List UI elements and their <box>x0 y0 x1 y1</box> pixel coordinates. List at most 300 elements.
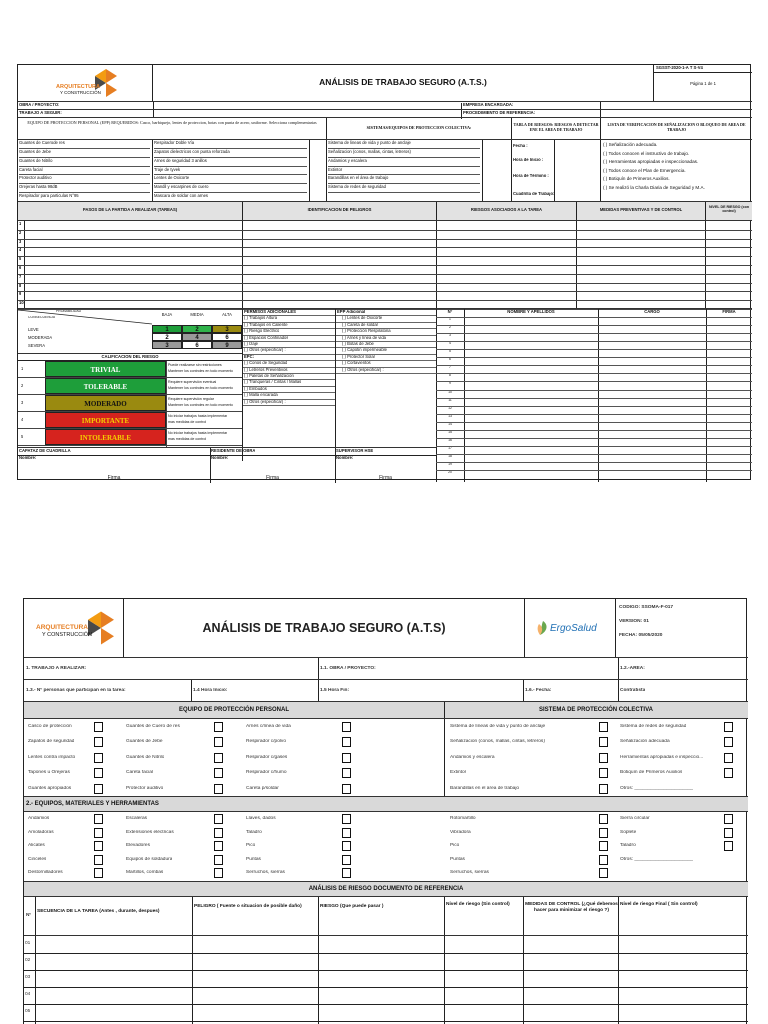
sig-number: 18 <box>448 454 452 458</box>
logo-line1: ARQUITECTURA <box>56 84 100 90</box>
list-item: Sistema de lineas de vida y punto de anclaje <box>328 140 480 149</box>
calif-title: CALIFICACION DEL RIESGO <box>18 353 242 361</box>
equip-label: Serruchos, sierras <box>450 870 489 875</box>
th-peligros: IDENTIFICACION DE PELIGROS <box>242 202 436 221</box>
sig-line <box>436 406 752 407</box>
equip-checkbox[interactable] <box>599 841 608 851</box>
b-equip-title: 2.- EQUIPOS, MATERIALES Y HERRAMIENTAS <box>26 801 159 807</box>
row-moderada: MODERADA <box>28 336 53 340</box>
level-number: 3 <box>21 401 24 405</box>
analysis-row-line <box>24 1021 748 1022</box>
level-intolerable: INTOLERABLE <box>45 429 166 445</box>
task-row-number: 9 <box>19 292 22 297</box>
top-logo <box>18 65 153 101</box>
sig-number: 9 <box>449 382 451 386</box>
permiso-line <box>243 347 335 348</box>
colectiva-label: Sistema de redes de seguridad <box>620 724 687 729</box>
permiso-line <box>243 328 335 329</box>
analysis-row-line <box>24 953 748 954</box>
sig-line <box>436 390 752 391</box>
permiso-item[interactable]: ( ) Otros (especificar) : <box>244 348 286 353</box>
epp-checkbox[interactable] <box>214 768 223 778</box>
bottom-version: VERSION: 01 <box>619 618 649 624</box>
list-item: Zapatos dielectricos con punta reforzada <box>154 149 307 158</box>
colectiva-label: Sistema de líneas de vida y punto de anclaje <box>450 724 546 729</box>
b-row1 <box>24 657 748 679</box>
matrix-cell: 3 <box>152 341 182 349</box>
equip-label: Taladro <box>620 843 636 848</box>
sig-line <box>436 454 752 455</box>
bh-nivel-final: Nivel de riesgo Final ( Sin control) <box>620 902 698 907</box>
eppa-item[interactable]: ( ) Protección Respiratoria <box>342 329 391 334</box>
colectiva-checkbox[interactable] <box>599 722 608 732</box>
equip-checkbox[interactable] <box>214 814 223 824</box>
bh-secuencia: SECUENCIA DE LA TAREA (Antes , durante, despues) <box>37 909 160 914</box>
equip-label: Andamios <box>28 816 50 821</box>
equip-label: Serruchos, sierras <box>246 870 285 875</box>
equip-checkbox[interactable] <box>214 868 223 878</box>
colectiva-header: SISTEMAS/EQUIPOS DE PROTECCION COLECTIVA: <box>326 118 511 140</box>
epp-checkbox[interactable] <box>214 784 223 794</box>
eppa-line <box>336 367 436 368</box>
b-epp-title: EQUIPO DE PROTECCIÓN PERSONAL <box>178 707 289 713</box>
permiso-line <box>243 341 335 342</box>
epc-item[interactable]: ( ) Tranqueras / Cintas / Mallas <box>244 380 302 385</box>
permiso-line <box>243 315 335 316</box>
task-row-number: 4 <box>19 248 22 253</box>
equip-checkbox[interactable] <box>599 828 608 838</box>
epp-label: Zapatos de seguridad <box>28 739 75 745</box>
bottom-fecha: FECHA: 05/05/2020 <box>619 632 663 638</box>
equip-checkbox[interactable] <box>599 814 608 824</box>
permiso-line <box>243 373 335 374</box>
b-area: 1.2.-ÁREA: <box>620 666 645 671</box>
equip-label: Rotomartillo <box>450 816 476 821</box>
b-trabajo: 1. TRABAJO A REALIZAR: <box>26 666 87 671</box>
level-trivial: TRIVIAL <box>45 361 166 377</box>
list-item: Respirador Doble Vía <box>154 140 307 149</box>
equip-checkbox[interactable] <box>342 841 351 851</box>
analysis-row-number: 01 <box>25 941 31 946</box>
colectiva-checkbox[interactable] <box>599 737 608 747</box>
epp-checkbox[interactable] <box>94 722 103 732</box>
equip-checkbox[interactable] <box>342 814 351 824</box>
level-moderado: MODERADO <box>45 395 166 411</box>
riesgos-header: TABLA DE RIESGOS: RIESGOS A DETECTAR ENE EL AREA DE TRABAJO <box>511 118 600 140</box>
epc-item[interactable]: ( ) Paletas de Señalización <box>244 374 294 378</box>
level-number: 5 <box>21 435 24 439</box>
equip-label: Puntas <box>246 856 261 862</box>
epp-checkbox[interactable] <box>342 722 351 732</box>
equip-label: Cinceles <box>28 856 47 862</box>
epp-checkbox[interactable] <box>94 784 103 794</box>
colectiva-label: Andamios y escalera <box>450 754 495 760</box>
bh-num: Nº <box>26 913 32 918</box>
sig-line <box>436 438 752 439</box>
sig-number: 1 <box>449 318 451 322</box>
eppa-line <box>336 341 436 342</box>
list-item: Lentes de Oxicorte <box>154 175 307 184</box>
colectiva-label: Botiquín de Primeros Auxilios <box>620 770 683 776</box>
supervisor-nombre: Nombre: <box>336 456 354 460</box>
bottom-code: CODIGO: SSOMA-F-017 <box>619 605 674 610</box>
epp-label: Protector auditivo <box>126 785 164 791</box>
epp-label: Guantes de Cuero de res <box>126 724 180 729</box>
permiso-item[interactable]: ( ) Trabajos Altura <box>244 316 278 321</box>
eppa-item[interactable]: ( ) Cortavientos <box>342 361 371 366</box>
permiso-item[interactable]: ( ) Espacios Confinados <box>244 335 289 340</box>
epp-checkbox[interactable] <box>214 722 223 732</box>
sig-line <box>436 333 752 334</box>
colectiva-label: Señalización adecuada <box>620 739 670 745</box>
permiso-line <box>243 392 335 393</box>
eppa-line <box>336 360 436 361</box>
col-alta: ALTA <box>222 313 232 317</box>
eppa-item[interactable]: ( ) Careta de soldar <box>342 322 379 327</box>
list-item: Careta facial <box>19 167 150 176</box>
list-item: Guantes de Nitrilo <box>19 158 150 167</box>
equip-checkbox[interactable] <box>724 828 733 838</box>
epc-item[interactable]: ( ) Conos de Seguridad <box>244 361 288 366</box>
analysis-row-line <box>24 987 748 988</box>
matrix-cell: 2 <box>152 333 182 341</box>
equip-checkbox[interactable] <box>94 841 103 851</box>
equip-checkbox[interactable] <box>94 868 103 878</box>
tasks-body <box>18 220 752 308</box>
epp-label: Respirador c/polvo <box>246 739 286 745</box>
epp-label: Arnés c/línea de vida <box>246 724 291 729</box>
equip-label: Puntas <box>450 856 465 862</box>
list-item: Andamios y escalera <box>328 158 480 167</box>
level-importante: IMPORTANTE <box>45 412 166 428</box>
logo-line2: Y CONSTRUCCIÓN <box>60 90 101 95</box>
equip-label: Elevadores <box>126 843 150 848</box>
task-row-number: 7 <box>19 274 22 279</box>
equip-checkbox[interactable] <box>342 828 351 838</box>
level-number: 4 <box>21 418 24 422</box>
equip-checkbox[interactable] <box>94 814 103 824</box>
trabajo-label: TRABAJO A SEGUIR: <box>19 111 62 115</box>
matrix-cell: 3 <box>212 325 242 333</box>
col-media: MEDIA <box>190 313 204 317</box>
b-obra: 1.1. OBRA / PROYECTO: <box>320 666 376 671</box>
signature-table <box>436 309 752 482</box>
risk-levels <box>18 361 242 461</box>
sig-number: 16 <box>448 438 452 442</box>
b-hora-fin: 1.5 Hora Fin: <box>320 688 350 693</box>
eppa-line <box>336 322 436 323</box>
verif-item: ( ) Herramientas apropiadas e inspeccionadas. <box>603 159 699 164</box>
task-row-number: 1 <box>19 222 22 226</box>
b-fecha: 1.6.- Fecha: <box>525 688 552 693</box>
b-equip-title-row <box>24 796 748 811</box>
epc-item[interactable]: ( ) Embudos <box>244 386 267 391</box>
eppa-line <box>336 354 436 355</box>
equip-checkbox[interactable] <box>342 855 351 865</box>
equip-label: Martillos, combas <box>126 870 164 875</box>
epp-checkbox[interactable] <box>94 768 103 778</box>
level-number: 2 <box>21 384 24 388</box>
b-epp-titles <box>24 701 748 718</box>
equip-label: Equipos de soldadura <box>126 856 173 862</box>
eppa-item[interactable]: ( ) Lentes de Oxicorte <box>342 316 383 321</box>
epp-checkbox[interactable] <box>342 784 351 794</box>
eppa-line <box>336 335 436 336</box>
empresa-label: EMPRESA ENCARGADA: <box>461 103 513 111</box>
equip-checkbox[interactable] <box>214 828 223 838</box>
ergosalud-leaf-icon <box>537 621 549 635</box>
tasks-header <box>18 201 752 220</box>
residente-nombre: Nombre: <box>211 456 229 460</box>
level-line <box>18 445 242 446</box>
permiso-item[interactable]: ( ) Izaje <box>244 342 258 346</box>
eppa-item[interactable]: ( ) Botas de Jebe <box>342 342 374 346</box>
epp-header-row <box>18 117 752 139</box>
colectiva-checkbox[interactable] <box>724 753 733 763</box>
epp-lists <box>18 139 752 201</box>
sig-line <box>436 430 752 431</box>
riesgos-field: Cuadrilla de Trabajo: <box>513 192 555 196</box>
bottom-code-block <box>619 605 748 638</box>
colectiva-checkbox[interactable] <box>724 722 733 732</box>
supervisor-label: SUPERVISOR HSE <box>336 449 374 453</box>
epc-item[interactable]: ( ) Otros (especificar) : <box>244 399 286 404</box>
equip-checkbox[interactable] <box>724 814 733 824</box>
supervisor-firma: Firma <box>379 475 392 481</box>
colectiva-checkbox[interactable] <box>599 784 608 794</box>
colectiva-checkbox[interactable] <box>599 753 608 763</box>
list-item: Respirador para particulas N°95 <box>19 193 150 202</box>
level-desc: mas medidas de control <box>168 437 207 441</box>
b-epp-grid <box>24 718 748 796</box>
list-item: Extintor <box>328 167 480 176</box>
eppa-item[interactable]: ( ) Arnés y línea de vida <box>342 335 386 340</box>
eppa-item[interactable]: ( ) Protector Solar <box>342 354 376 359</box>
capataz-nombre: Nombre: <box>19 456 37 460</box>
sig-line <box>436 373 752 374</box>
sig-number: 3 <box>449 334 451 338</box>
verif-header: LISTA DE VERIFICACION DE SEÑALIZACION O BLOQUEO DE AREA DE TRABAJO <box>600 118 752 140</box>
top-code-block <box>653 65 752 101</box>
colectiva-label: Señalizacion (conos, mallas, cintas, letreros) <box>450 739 545 745</box>
equip-checkbox[interactable] <box>94 855 103 865</box>
trabajo-row <box>18 109 752 117</box>
analysis-row-line <box>24 970 748 971</box>
matrix-cell: 9 <box>212 341 242 349</box>
sig-number: 15 <box>448 430 452 434</box>
bottom-title: ANÁLISIS DE TRABAJO SEGURO (A.T.S) <box>202 621 446 635</box>
level-number: 1 <box>21 367 24 371</box>
sig-line <box>436 446 752 447</box>
list-item: Sistema de redes de seguridad <box>328 184 480 193</box>
sig-number: 5 <box>449 350 451 354</box>
level-desc: Puede realizarse sin restricciones <box>168 363 222 367</box>
colectiva-label: Otros: ______________________ <box>620 785 694 791</box>
b-personas: 1.3.- Nº personas que participan en la tarea: <box>26 688 126 693</box>
bh-riesgo: RIESGO (Que puede pasar ) <box>320 904 384 909</box>
sig-line <box>436 365 752 366</box>
verif-item: ( ) Todos conocen el instructivo de trabajo. <box>603 150 690 156</box>
list-item: Arnes de seguridad 3 anillos <box>154 158 307 167</box>
sig-number: 19 <box>448 462 452 466</box>
list-item: Barandillas en el área de trabajo <box>328 175 480 184</box>
ats-form-bottom <box>23 598 747 1024</box>
ergosalud-logo <box>524 599 616 657</box>
permiso-line <box>243 322 335 323</box>
task-row-line <box>18 300 752 301</box>
sig-col-header: NOMBRE Y APELLIDOS <box>507 310 555 314</box>
residente-label: RESIDENTE DE OBRA <box>211 449 256 453</box>
eppa-line <box>336 315 436 316</box>
equip-checkbox[interactable] <box>724 841 733 851</box>
epp-label: Lentes contra impacto <box>28 754 76 760</box>
level-desc: Requiere supervisión regular <box>168 397 214 401</box>
b-contratista: Contratista <box>620 688 646 693</box>
permiso-line <box>243 399 335 400</box>
epc-item[interactable]: ( ) Letreros Preventivos <box>244 367 288 372</box>
epp-header: EQUIPO DE PROTECCION PERSONAL (EPP) REQUERIDOS: Casco, barbiquejo, lentes de proteccion, botas con punta de acero, uniforme. Selecciona complementarias <box>27 120 317 125</box>
level-desc: Mantener los controles en todo momento <box>168 403 234 407</box>
list-item: Guantes de Jebe <box>19 149 150 158</box>
colectiva-checkbox[interactable] <box>599 768 608 778</box>
sig-col-header: N° <box>447 310 453 314</box>
list-item: Guantes de Cuerode res <box>19 140 150 149</box>
procedimiento-label: PROCEDIMIENTO DE REFERENCIA: <box>461 111 535 119</box>
b-hora-inicio: 1.4 Hora Inicio: <box>193 688 228 693</box>
colectiva-label: Herramientas apropiadas e inspeccio... <box>620 754 704 760</box>
epp-checkbox[interactable] <box>94 753 103 763</box>
task-row-number: 6 <box>19 266 22 270</box>
footer-signatures <box>18 447 436 482</box>
equip-label: Sierra circular <box>620 816 650 821</box>
capataz-label: CAPATAZ DE CUADRILLA <box>19 449 71 453</box>
verif-item: ( ) Botiquín de Primeros Auxilios. <box>603 176 670 181</box>
permiso-item[interactable]: ( ) Riesgo Eléctrico <box>244 329 280 334</box>
list-item: Mandil y escarpines de cuero <box>154 184 307 193</box>
task-row-line <box>18 265 752 266</box>
epp-checkbox[interactable] <box>342 768 351 778</box>
equip-label: Escaleras <box>126 816 148 821</box>
epp-label: Guantes de Jebe <box>126 739 163 745</box>
sig-line <box>436 357 752 358</box>
task-row-number: 3 <box>19 239 22 244</box>
equip-checkbox[interactable] <box>342 868 351 878</box>
level-desc: No iniciar trabajos hasta implementar <box>168 414 228 418</box>
sig-col-header: CARGO <box>644 310 660 314</box>
eppa-line <box>336 328 436 329</box>
epp-label: Casco de protección <box>28 724 72 729</box>
obra-row <box>18 101 752 109</box>
eppa-item[interactable]: ( ) Capotin impermeable <box>342 348 387 353</box>
epp-checkbox[interactable] <box>342 753 351 763</box>
epp-label: Respirador c/humo <box>246 770 287 776</box>
equip-checkbox[interactable] <box>599 868 608 878</box>
list-item: Señalizacion (conos, mallas, cintas, letreros) <box>328 149 480 158</box>
task-row-line <box>18 239 752 240</box>
epp-label: Guantes apropiados <box>28 785 72 791</box>
bottom-logo <box>24 599 124 657</box>
epc-item[interactable]: ( ) Malla encarada <box>244 393 278 398</box>
epp-label: Careta facial <box>126 770 153 776</box>
ergosalud-brand: ErgoSalud <box>550 623 597 634</box>
equip-label: Amoladoras <box>28 829 54 835</box>
task-row-number: 2 <box>19 230 22 235</box>
level-desc: Requiere supervisión eventual <box>168 380 217 384</box>
equip-label: Taladro <box>246 829 262 835</box>
permiso-line <box>243 367 335 368</box>
equip-checkbox[interactable] <box>214 855 223 865</box>
top-title: ANÁLISIS DE TRABAJO SEGURO (A.T.S.) <box>319 77 487 87</box>
sig-number: 6 <box>449 358 451 362</box>
epc-title: EPC: <box>244 354 255 359</box>
b-analysis-rows <box>24 935 748 1024</box>
level-desc: mas medidas de control <box>168 420 207 424</box>
col-baja: BAJA <box>161 313 173 317</box>
row-leve: LEVE <box>28 328 39 332</box>
task-row-line <box>18 256 752 257</box>
eppa-line <box>336 373 436 374</box>
colectiva-checkbox[interactable] <box>724 768 733 778</box>
bottom-block <box>18 308 752 481</box>
sig-number: 2 <box>449 326 451 330</box>
sig-line <box>436 470 752 471</box>
epp-checkbox[interactable] <box>342 737 351 747</box>
analysis-row-number: 02 <box>25 958 31 963</box>
equip-checkbox[interactable] <box>214 841 223 851</box>
sig-line <box>436 381 752 382</box>
bh-medidas: MEDIDAS DE CONTROL (¿Qué debemos hacer para minimizar el riesgo ?) <box>525 902 618 913</box>
equip-checkbox[interactable] <box>94 828 103 838</box>
epp-checkbox[interactable] <box>214 737 223 747</box>
equip-label: Llaves, dados <box>246 816 276 821</box>
sig-line <box>436 325 752 326</box>
permiso-line <box>243 379 335 380</box>
task-row-line <box>18 230 752 231</box>
analysis-row-number: 03 <box>25 975 31 980</box>
th-pasos: PASOS DE LA PARTIDA A REALIZAR (TAREAS) <box>82 208 178 212</box>
permiso-item[interactable]: ( ) Trabajos en Caliente <box>244 322 288 327</box>
sig-line <box>436 349 752 350</box>
matrix-cell: 1 <box>152 325 182 333</box>
matrix-cell: 6 <box>212 333 242 341</box>
b-equip-grid <box>24 811 748 881</box>
equip-checkbox[interactable] <box>599 855 608 865</box>
bh-peligro: PELIGRO ( Fuente o situacion de posible daño) <box>194 904 302 909</box>
analysis-row-number: 05 <box>25 1009 31 1014</box>
task-row-line <box>18 283 752 284</box>
matrix-cell: 2 <box>182 325 212 333</box>
top-page: Página 1 de 1 <box>690 80 716 86</box>
colectiva-label: Extintor <box>450 770 467 776</box>
epp-checkbox[interactable] <box>94 737 103 747</box>
bottom-logo-line1: ARQUITECTURA <box>36 624 88 631</box>
riesgos-field: Fecha : <box>513 144 528 148</box>
b-analysis-header <box>24 896 748 935</box>
colectiva-checkbox[interactable] <box>724 737 733 747</box>
th-riesgos: RIESGOS ASOCIADOS A LA TAREA <box>436 202 576 221</box>
matrix-cell: 4 <box>182 333 212 341</box>
b-colectiva-title: SISTEMA DE PROTECCIÓN COLECTIVA <box>538 707 653 713</box>
riesgos-field: Hora de Inicio : <box>513 158 544 162</box>
epp-label: Respirador c/gases <box>246 754 288 760</box>
matrix-cell: 6 <box>182 341 212 349</box>
eppa-item[interactable]: ( ) Otros (especificar) : <box>342 367 384 372</box>
task-row-number: 10 <box>19 301 24 306</box>
epp-checkbox[interactable] <box>214 753 223 763</box>
colectiva-label: Barandillas en el área de trabajo <box>450 785 520 791</box>
equip-label: Pico <box>246 843 256 848</box>
level-tolerable: TOLERABLE <box>45 378 166 394</box>
